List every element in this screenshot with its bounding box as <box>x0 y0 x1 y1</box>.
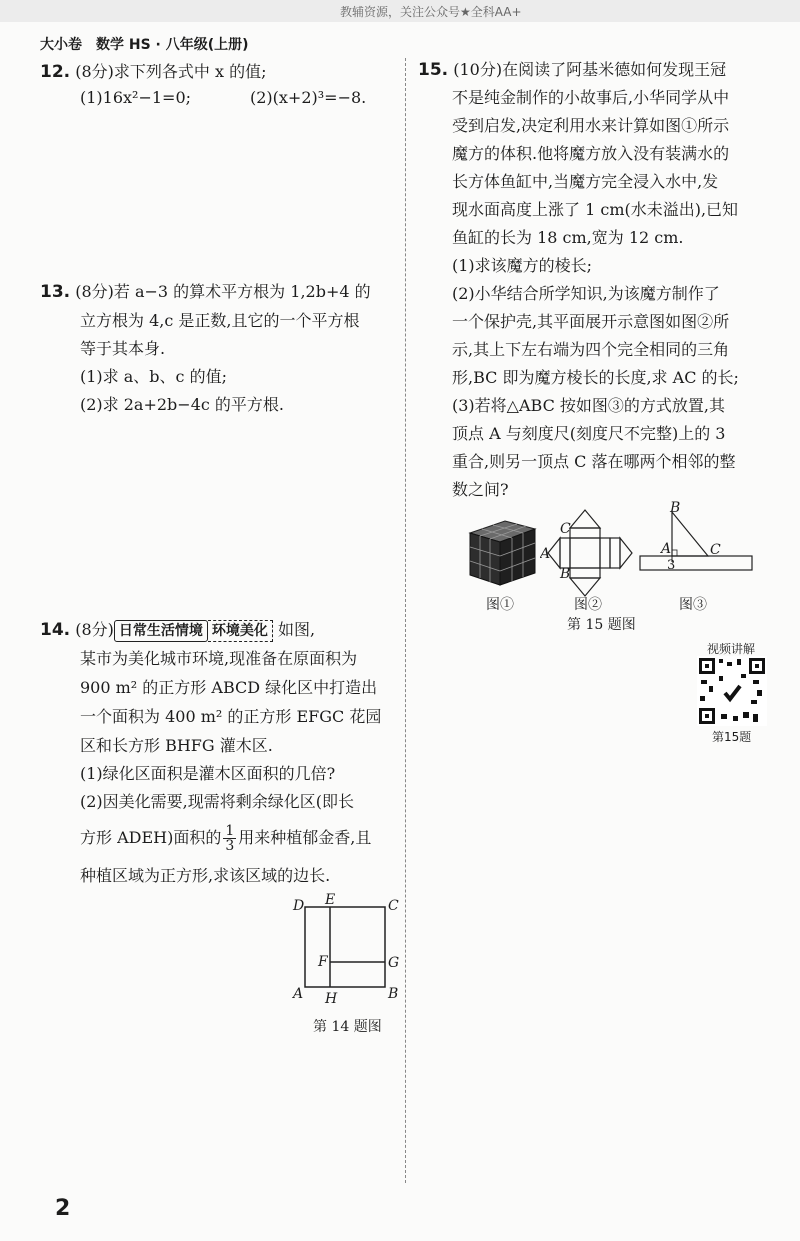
watermark: 教辅资源，关注公众号★全科AA+ <box>340 5 522 19</box>
q14-part1: (1)绿化区面积是灌木区面积的几倍? <box>80 764 336 783</box>
q13-part1: (1)求 a、b、c 的值; <box>80 367 227 386</box>
triangle-ruler-figure <box>636 500 756 582</box>
q14-line-3: 900 m² 的正方形 ABCD 绿化区中打造出 <box>80 678 378 697</box>
q15-text: (10分)在阅读了阿基米德如何发现王冠 <box>453 60 727 79</box>
fig1-label: 图① <box>486 597 514 613</box>
one-third-fraction <box>223 824 236 853</box>
label-A: A <box>293 986 304 1002</box>
label-D: D <box>293 898 305 914</box>
q15-number: 15. <box>418 60 449 80</box>
q13-number: 13. <box>40 282 71 302</box>
q15-line-5: 长方体鱼缸中,当魔方完全浸入水中,发 <box>452 172 719 191</box>
q12-stem-line <box>40 62 266 82</box>
column-divider <box>405 58 406 1183</box>
fig3-label-A: A <box>661 541 672 557</box>
q13-line-1 <box>40 282 371 302</box>
q14-line-5: 区和长方形 BHFG 灌木区. <box>80 736 273 755</box>
q15-part2: (2)小华结合所学知识,为该魔方制作了 <box>452 284 720 303</box>
book-title: 大小卷 <box>40 37 82 53</box>
q14-line-last: 种植区域为正方形,求该区域的边长. <box>80 866 331 885</box>
label-H: H <box>325 991 338 1007</box>
q15-line-7: 鱼缸的长为 18 cm,宽为 12 cm. <box>452 228 684 247</box>
q14-line-2: 某市为美化城市环境,现准备在原面积为 <box>80 649 358 668</box>
label-G: G <box>388 955 400 971</box>
topic-tag: 环境美化 <box>208 620 273 642</box>
qr-title: 视频讲解 <box>707 642 756 656</box>
q15-line-16: 数之间? <box>452 480 509 499</box>
q14-frac-post: 用来种植郁金香,且 <box>238 828 372 847</box>
label-B: B <box>388 986 399 1002</box>
rubiks-cube-figure <box>465 515 540 590</box>
q12-part2: (2)(x+2)³=−8. <box>250 88 367 107</box>
fig2-label-C: C <box>560 521 571 537</box>
q15-part3: (3)若将△ABC 按如图③的方式放置,其 <box>452 396 725 415</box>
label-E: E <box>325 892 336 908</box>
q15-line-4: 魔方的体积.他将魔方放入没有装满水的 <box>452 144 730 163</box>
q15-line-6: 现水面高度上涨了 1 cm(水未溢出),已知 <box>452 200 739 219</box>
q13-line-3: 等于其本身. <box>80 339 166 358</box>
subject-title: 数学 HS · 八年级(上册) <box>96 37 249 53</box>
frac-denominator: 3 <box>225 838 235 854</box>
q15-line-10: 一个保护壳,其平面展开示意图如图②所 <box>452 312 730 331</box>
label-F: F <box>318 954 328 970</box>
qr-caption: 第15题 <box>712 730 752 744</box>
q15-line-3: 受到启发,决定利用水来计算如图①所示 <box>452 116 730 135</box>
q13-line-2: 立方根为 4,c 是正数,且它的一个平方根 <box>80 311 360 330</box>
ruler-tick-3: 3 <box>667 558 676 573</box>
q15-line-1 <box>418 60 726 80</box>
q15-line-14: 顶点 A 与刻度尺(刻度尺不完整)上的 3 <box>452 424 726 443</box>
page-header <box>40 34 263 54</box>
fig2-label-B: B <box>560 566 571 582</box>
q14-caption: 第 14 题图 <box>313 1019 382 1035</box>
q12-part1: (1)16x²−1=0; <box>80 88 192 107</box>
label-C: C <box>388 898 399 914</box>
q14-line1-tail: 如图, <box>277 620 316 639</box>
cube-net-figure <box>540 508 635 598</box>
fig3-label: 图③ <box>679 597 707 613</box>
video-qr-code[interactable] <box>697 656 767 726</box>
fig2-label-A: A <box>540 546 551 562</box>
q15-caption: 第 15 题图 <box>567 617 636 633</box>
q15-line-15: 重合,则另一顶点 C 落在哪两个相邻的整 <box>452 452 736 471</box>
q12-number: 12. <box>40 62 71 82</box>
q13-part2: (2)求 2a+2b−4c 的平方根. <box>80 395 285 414</box>
q12-stem: (8分)求下列各式中 x 的值; <box>75 62 267 81</box>
q13-text: (8分)若 a−3 的算术平方根为 1,2b+4 的 <box>75 282 371 301</box>
frac-numerator: 1 <box>225 823 235 839</box>
q14-part2: (2)因美化需要,现需将剩余绿化区(即长 <box>80 792 354 811</box>
q14-score: (8分) <box>75 620 114 639</box>
page-number: 2 <box>55 1196 71 1221</box>
fig2-label: 图② <box>574 597 602 613</box>
q14-square-figure <box>285 892 410 1007</box>
context-tag: 日常生活情境 <box>114 620 208 642</box>
fig3-label-B: B <box>670 500 681 516</box>
q15-part1: (1)求该魔方的棱长; <box>452 256 593 275</box>
q15-line-2: 不是纯金制作的小故事后,小华同学从中 <box>452 88 730 107</box>
q14-number: 14. <box>40 620 71 640</box>
q15-line-11: 示,其上下左右端为四个完全相同的三角 <box>452 340 730 359</box>
q15-line-12: 形,BC 即为魔方棱长的长度,求 AC 的长; <box>452 368 739 387</box>
q14-frac-pre: 方形 ADEH)面积的 <box>80 828 222 847</box>
fig3-label-C: C <box>710 542 721 558</box>
q14-line-4: 一个面积为 400 m² 的正方形 EFGC 花园 <box>80 707 382 726</box>
q14-line-1 <box>40 620 315 642</box>
q14-fraction-line <box>80 820 371 856</box>
